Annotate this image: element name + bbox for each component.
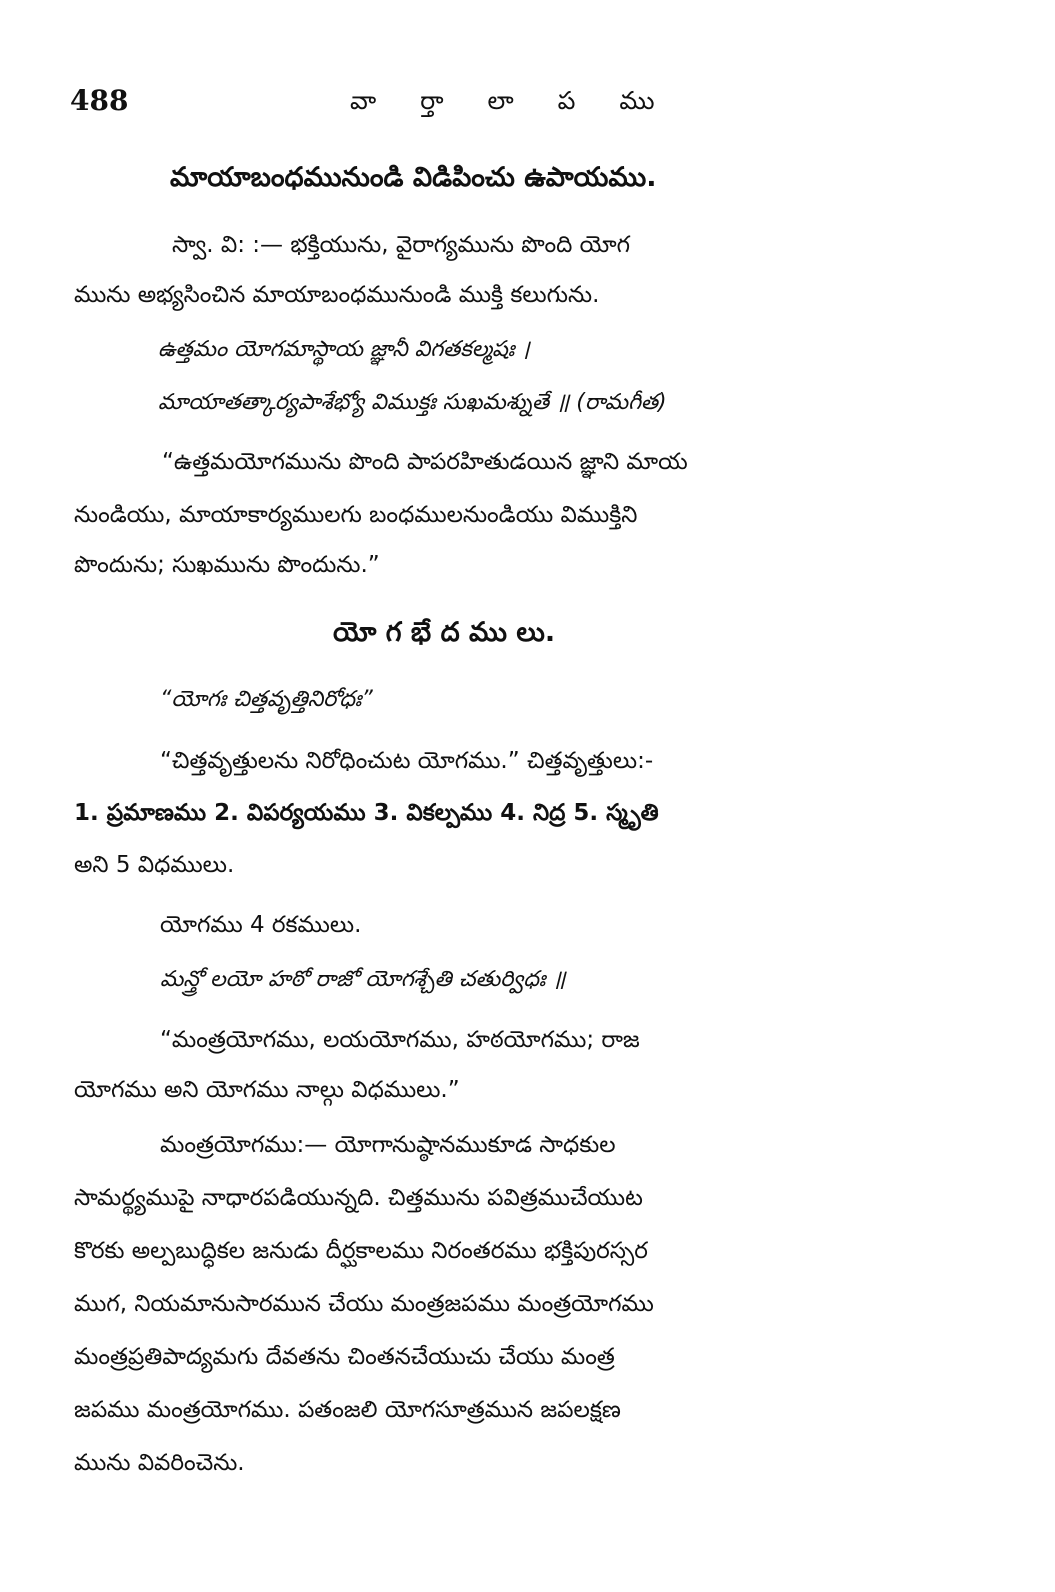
paragraph-line: ముగ, నియమానుసారమున చేయు మంత్రజపము మంత్రయోగము (74, 1291, 654, 1317)
sanskrit-verse-line: మాయాతత్కార్యపాశేభ్యో విముక్తః సుఖమశ్నుతే ॥ (రామగీత) (158, 390, 667, 415)
translation-line: నుండియు, మాయాకార్యములగు బంధములనుండియు విముక్తిని (74, 502, 638, 528)
running-title: వా ర్తా లా ప ము (350, 86, 673, 115)
translation-line: యోగము అని యోగము నాల్గు విధములు.” (74, 1077, 460, 1103)
paragraph-line: స్వా. వి: :— భక్తియును, వైరాగ్యమును పొంది యోగ (172, 232, 631, 258)
translation-line: “మంత్రయోగము, లయయోగము, హఠయోగము; రాజ (160, 1027, 640, 1053)
paragraph-line: జపము మంత్రయోగము. పతంజలి యోగసూత్రమున జపలక్షణ (74, 1397, 621, 1423)
definition-line: 1. ప్రమాణము 2. విపర్యయము 3. వికల్పము 4. నిద్ర 5. స్మృతి (74, 800, 659, 826)
definition-line: “చిత్తవృత్తులను నిరోధించుట యోగము.” చిత్తవృత్తులు:- (160, 748, 654, 774)
paragraph-line: మును అభ్యసించిన మాయాబంధమునుండి ముక్తి కలుగును. (74, 282, 600, 308)
running-header (70, 84, 950, 124)
page-number: 488 (70, 84, 129, 117)
sanskrit-verse-line: ఉత్తమం యోగమాస్థాయ జ్ఞానీ విగతకల్మషః । (158, 337, 530, 362)
paragraph-line: మంత్రయోగము:— యోగానుష్ఠానముకూడ సాధకుల (160, 1132, 616, 1158)
types-line: యోగము 4 రకములు. (160, 912, 362, 938)
sutra-quote: “యోగః చిత్తవృత్తినిరోధః” (160, 687, 373, 712)
paragraph-line: సామర్థ్యముపై నాధారపడియున్నది. చిత్తమును పవిత్రముచేయుట (74, 1185, 643, 1211)
translation-line: “ఉత్తమయోగమును పొంది పాపరహితుడయిన జ్ఞాని మాయ (162, 449, 688, 475)
paragraph-line: కొరకు అల్పబుద్ధికల జనుడు దీర్ఘకాలము నిరంతరము భక్తిపురస్సర (74, 1238, 648, 1264)
paragraph-line: మును వివరించెను. (74, 1450, 245, 1476)
paragraph-line: మంత్రప్రతిపాద్యమగు దేవతను చింతనచేయుచు చేయు మంత్ర (74, 1344, 615, 1370)
section-heading-maya: మాయాబంధమునుండి విడిపించు ఉపాయము. (170, 162, 657, 193)
translation-line: పొందును; సుఖమును పొందును.” (74, 552, 380, 578)
definition-line: అని 5 విధములు. (74, 852, 235, 878)
section-heading-yoga-types: యో గ భే ద ము లు. (333, 617, 556, 648)
sanskrit-verse-line: మన్త్రో లయో హఠో రాజో యోగశ్చేతి చతుర్విధః ॥ (160, 967, 566, 992)
